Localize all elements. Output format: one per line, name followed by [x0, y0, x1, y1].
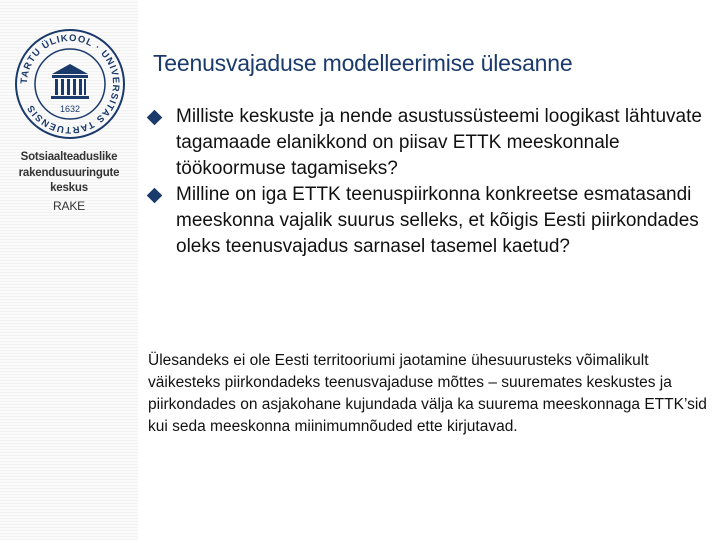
bullet-list — [146, 104, 706, 260]
org-line-2: rakendusuuringute — [18, 166, 120, 179]
university-seal-logo — [14, 28, 126, 140]
bullet-item — [146, 182, 706, 260]
diamond-bullet-icon — [147, 110, 163, 126]
bullet-item — [146, 104, 706, 182]
bullet-text: Milline on iga ETTK teenuspiirkonna konkreetse esmatasandi meeskonna vajalik suurus selleks, et kõigis Eesti piirkondades oleks teenusvajadus sarnasel tasemel kaetud? — [176, 184, 699, 257]
seal-ring-text: TARTU ÜLIKOOL · UNIVERSITAS TARTUENSIS — [18, 32, 122, 136]
org-line-3: keskus — [50, 182, 88, 194]
org-line-1: Sotsiaalteaduslike — [20, 151, 118, 163]
org-abbreviation: RAKE — [53, 198, 85, 213]
diamond-bullet-icon — [147, 188, 163, 204]
sidebar — [0, 0, 138, 540]
seal-year: 1632 — [59, 104, 81, 114]
svg-text:TARTU ÜLIKOOL · UNIVERSITAS TA — [19, 33, 121, 135]
slide-title: Teenusvajaduse modelleerimise ülesanne — [153, 50, 573, 76]
building-icon — [51, 64, 89, 99]
note-paragraph: Ülesandeks ei ole Eesti territooriumi jaotamine ühesuurusteks võimalikult väikesteks piirkondadeks teenusvajaduse mõttes – suuremates keskustes ja piirkondades on asjakohane kujundada välja ka suurema meeskonnaga ETTK’sid kui seda meeskonna miinimumnõuded ette kirjutavad. — [148, 352, 707, 435]
organization-name — [0, 150, 138, 214]
bullet-text: Milliste keskuste ja nende asustussüsteemi loogikast lähtuvate tagamaade elanikkond on piisav ETTK meeskonnale töökoormuse tagamiseks? — [176, 106, 702, 179]
